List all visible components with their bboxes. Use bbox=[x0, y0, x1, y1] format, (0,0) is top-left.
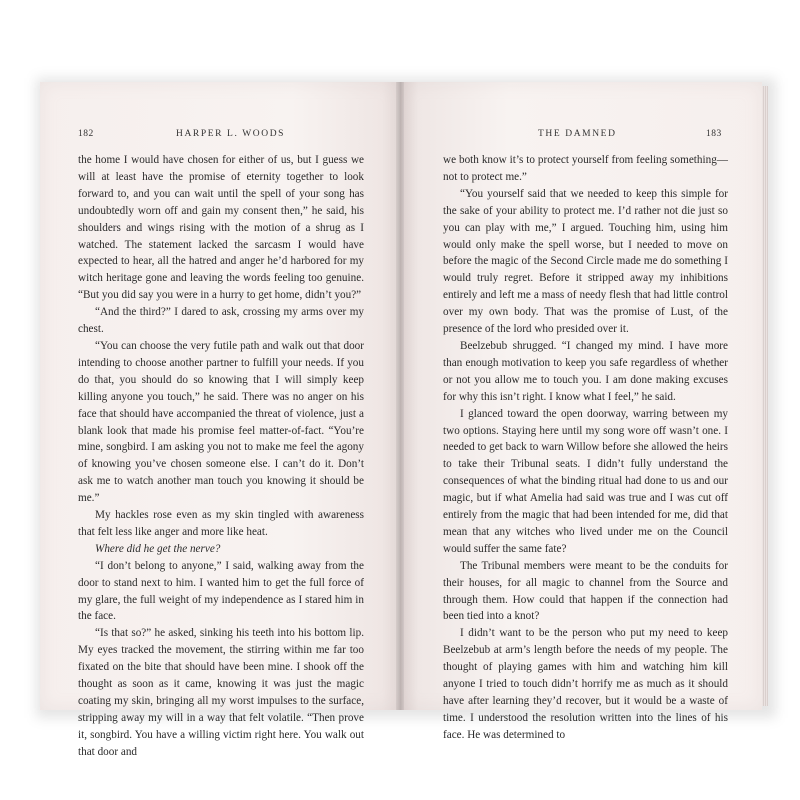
paragraph: “Is that so?” he asked, sinking his teeth into his bottom lip. My eyes tracked the movement, the stirring within me far too fixated on the bite that should have been mine. I shook off the thought as soon as it came, knowing it was just the magic coating my skin, bringing all my worst impulses to the surface, stripping away my will in a way that felt volatile. “Then prove it, songbird. You have a willing victim right here. You walk out that door and bbox=[78, 627, 364, 758]
right-page-body bbox=[443, 152, 728, 744]
left-page-body bbox=[78, 152, 364, 761]
right-page-number: 183 bbox=[706, 129, 722, 139]
paragraph: “And the third?” I dared to ask, crossing my arms over my chest. bbox=[78, 306, 364, 336]
paragraph: I didn’t want to be the person who put my need to keep Beelzebub at arm’s length before the needs of my people. The thought of playing games with him and watching him kill anyone I tried to touch didn’t horrify me as much as it should have after learning they’d recover, but it would be a waste of time. I understood the resolution written into the lines of his face. He was determined to bbox=[443, 627, 728, 741]
paragraph-italic-thought: Where did he get the nerve? bbox=[95, 542, 221, 555]
paragraph: I glanced toward the open doorway, warring between my two options. Staying here until my song wore off wasn’t one. I needed to get back to warn Willow before she allowed the heirs to take their Tribunal seats. I didn’t fully understand the consequences of what the binding ritual had done to us and our magic, but if what Amelia had said was true and I was cut off entirely from the magic that had been intended for me, did that mean that any witches who lived under me on the Council would suffer the same fate? bbox=[443, 407, 728, 555]
left-page-number: 182 bbox=[78, 129, 94, 139]
paragraph: The Tribunal members were meant to be the conduits for their houses, for all magic to channel from the Source and through them. How could that happen if the connection had been tied into a knot? bbox=[443, 559, 728, 623]
left-running-head: HARPER L. WOODS bbox=[176, 129, 286, 139]
book-gutter bbox=[396, 82, 404, 710]
paragraph: “You yourself said that we needed to keep this simple for the sake of your ability to protect me. I’d rather not die just so you can play with me,” I argued. Touching him, using him would only make the spell worse, but I needed to move on before the magic of the Second Circle made me do something I would truly regret. Before it stripped away my inhibitions entirely and left me a mass of needy flesh that had little control over my own body. That was the promise of Lust, of the presence of the lord who presided over it. bbox=[443, 187, 728, 336]
right-running-head: THE DAMNED bbox=[538, 129, 617, 139]
paragraph: the home I would have chosen for either of us, but I guess we will at least have the promise of eternity together to look forward to, and you can wait until the spell of your song has undoubtedly worn off and gain my consent then,” he said, his shoulders and wings rising with the motion of a shrug as I watched. The statement lacked the sarcasm I would have expected to hear, all the hatred and anger he’d harbored for my witch heritage gone and leaving the words feeling too genuine. “But you did say you were in a hurry to get home, didn’t you?” bbox=[78, 154, 364, 302]
paragraph: “I don’t belong to anyone,” I said, walking away from the door to stand next to him. I wanted him to get the full force of my glare, the full weight of my independence as I stared him in the face. bbox=[78, 559, 364, 623]
page-edges bbox=[762, 86, 768, 706]
paragraph: Beelzebub shrugged. “I changed my mind. I have more than enough motivation to keep you safe regardless of whether or not you allow me to touch you. I am done making excuses for why this isn’t right. I know what I feel,” he said. bbox=[443, 339, 728, 403]
paragraph: we both know it’s to protect yourself from feeling something—not to protect me.” bbox=[443, 154, 728, 183]
paragraph: My hackles rose even as my skin tingled with awareness that felt less like anger and more like heat. bbox=[78, 509, 364, 538]
paragraph: “You can choose the very futile path and walk out that door intending to choose another partner to fulfill your needs. If you do that, you should do so knowing that I will simply keep killing anyone you touch,” he said. There was no anger on his face that should have accompanied the threat of violence, just a blank look that made his promise feel matter-of-fact. “You’re mine, songbird. I am asking you not to make me feel the agony of knowing you’ve chosen someone else. I can’t do it. Don’t ask me to watch another man touch you knowing it should be me.” bbox=[78, 339, 364, 505]
